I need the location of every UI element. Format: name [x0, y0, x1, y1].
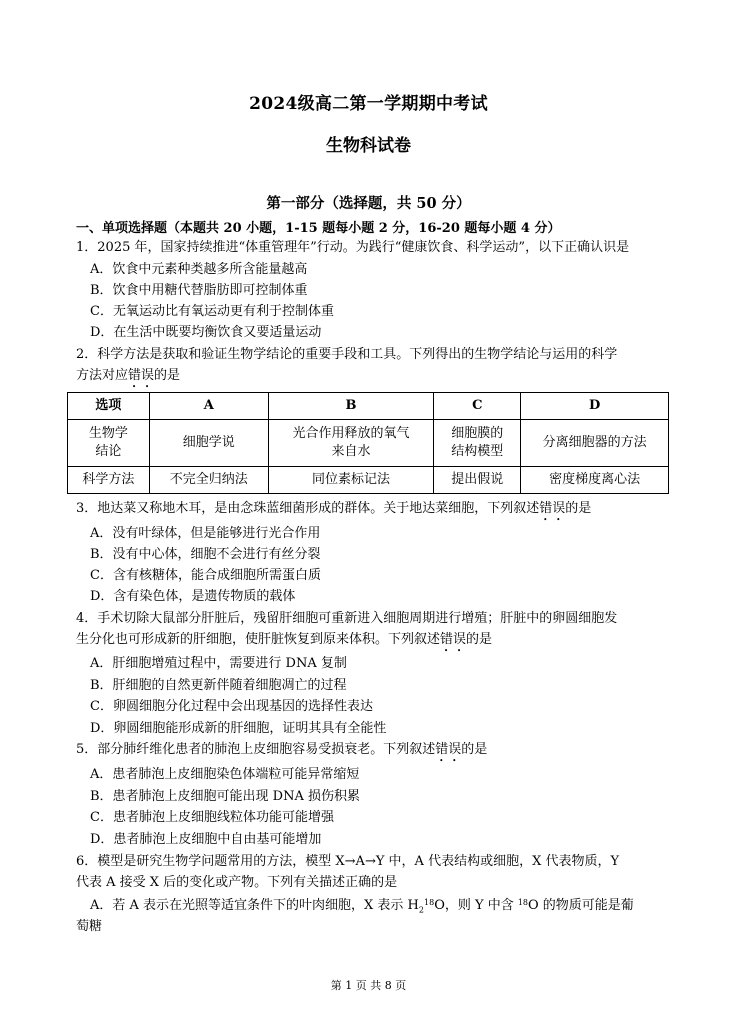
q6-stem-line2: 代表 A 接受 X 后的变化或产物。下列有关描述正确的是 — [76, 875, 398, 890]
emphasis-wrong: 错误 — [539, 501, 566, 516]
q1-option-c: C．无氧运动比有氧运动更有利于控制体重 — [90, 304, 334, 319]
q1-stem: 1．2025 年，国家持续推进“体重管理年”行动。为践行“健康饮食、科学运动”，以下正确认识是 — [76, 240, 630, 255]
q3-stem: 3．地达菜又称地木耳，是由念珠蓝细菌形成的群体。关于地达菜细胞，下列叙述错误的是 — [76, 501, 592, 516]
table-row — [68, 420, 669, 467]
table-cell: 不完全归纳法 — [149, 467, 268, 494]
table-cell: 光合作用释放的氧气 来自水 — [268, 420, 434, 467]
q3-option-a: A．没有叶绿体，但是能够进行光合作用 — [90, 526, 321, 541]
q1-option-d: D．在生活中既要均衡饮食又要适量运动 — [90, 325, 322, 340]
q2-table — [67, 392, 669, 494]
q5-stem: 5．部分肺纤维化患者的肺泡上皮细胞容易受损衰老。下列叙述错误的是 — [76, 742, 488, 757]
q6-option-a-cont: 萄糖 — [76, 919, 103, 934]
table-cell: 同位素标记法 — [268, 467, 434, 494]
page-footer: 第 1 页 共 8 页 — [330, 979, 407, 992]
table-cell: 密度梯度离心法 — [521, 467, 669, 494]
emphasis-wrong: 错误 — [128, 368, 155, 383]
q4-option-b: B．肝细胞的自然更新伴随着细胞凋亡的过程 — [90, 678, 347, 693]
section-heading: 一、单项选择题（本题共 20 小题，1-15 题每小题 2 分，16-20 题每小题 4 分） — [76, 221, 561, 236]
table-header-cell: A — [149, 393, 268, 420]
table-header-cell: D — [521, 393, 669, 420]
q5-option-c: C．患者肺泡上皮细胞线粒体功能可能增强 — [90, 810, 334, 825]
table-cell: 分离细胞器的方法 — [521, 420, 669, 467]
table-header-cell: C — [434, 393, 521, 420]
table-cell: 科学方法 — [68, 467, 150, 494]
part-heading: 第一部分（选择题，共 50 分） — [266, 195, 471, 212]
table-cell: 提出假说 — [434, 467, 521, 494]
q5-option-d: D．患者肺泡上皮细胞中自由基可能增加 — [90, 832, 322, 847]
q3-option-b: B．没有中心体，细胞不会进行有丝分裂 — [90, 547, 321, 562]
table-cell: 细胞学说 — [149, 420, 268, 467]
exam-title: 2024级高二第一学期期中考试 — [249, 94, 488, 114]
table-cell: 细胞膜的 结构模型 — [434, 420, 521, 467]
exam-subject: 生物科试卷 — [326, 136, 411, 156]
emphasis-wrong: 错误 — [440, 632, 467, 647]
q6-option-a: A．若 A 表示在光照等适宜条件下的叶肉细胞，X 表示 $H_2^{18}O$，则 Y 中含 $^{18}$O 的物质可能是葡 — [90, 898, 634, 915]
table-header-cell: 选项 — [68, 393, 150, 420]
q4-option-d: D．卵圆细胞能形成新的肝细胞，证明其具有全能性 — [90, 721, 387, 736]
q1-option-a: A．饮食中元素种类越多所含能量越高 — [90, 262, 308, 277]
q5-option-a: A．患者肺泡上皮细胞染色体端粒可能异常缩短 — [90, 767, 360, 782]
table-cell: 生物学 结论 — [68, 420, 150, 467]
q4-stem-line1: 4．手术切除大鼠部分肝脏后，残留肝细胞可重新进入细胞周期进行增殖；肝脏中的卵圆细胞发 — [76, 611, 618, 626]
q4-stem-line2: 生分化也可形成新的肝细胞，使肝脏恢复到原来体积。下列叙述错误的是 — [76, 632, 493, 647]
q6-stem-line1: 6．模型是研究生物学问题常用的方法，模型 X→A→Y 中，A 代表结构或细胞，X 代表物质，Y — [76, 854, 620, 869]
q3-option-d: D．含有染色体，是遗传物质的载体 — [90, 589, 296, 604]
table-header-row — [68, 393, 669, 420]
q4-option-c: C．卵圆细胞分化过程中会出现基因的选择性表达 — [90, 699, 373, 714]
q2-stem-line1: 2．科学方法是获取和验证生物学结论的重要手段和工具。下列得出的生物学结论与运用的科学 — [76, 347, 618, 362]
table-header-cell: B — [268, 393, 434, 420]
q3-option-c: C．含有核糖体，能合成细胞所需蛋白质 — [90, 568, 321, 583]
q1-option-b: B．饮食中用糖代替脂肪即可控制体重 — [90, 283, 308, 298]
emphasis-wrong: 错误 — [435, 742, 462, 757]
q2-stem-line2: 方法对应错误的是 — [76, 368, 181, 383]
q5-option-b: B．患者肺泡上皮细胞可能出现 DNA 损伤积累 — [90, 789, 361, 804]
q4-option-a: A．肝细胞增殖过程中，需要进行 DNA 复制 — [90, 656, 347, 671]
table-row — [68, 467, 669, 494]
